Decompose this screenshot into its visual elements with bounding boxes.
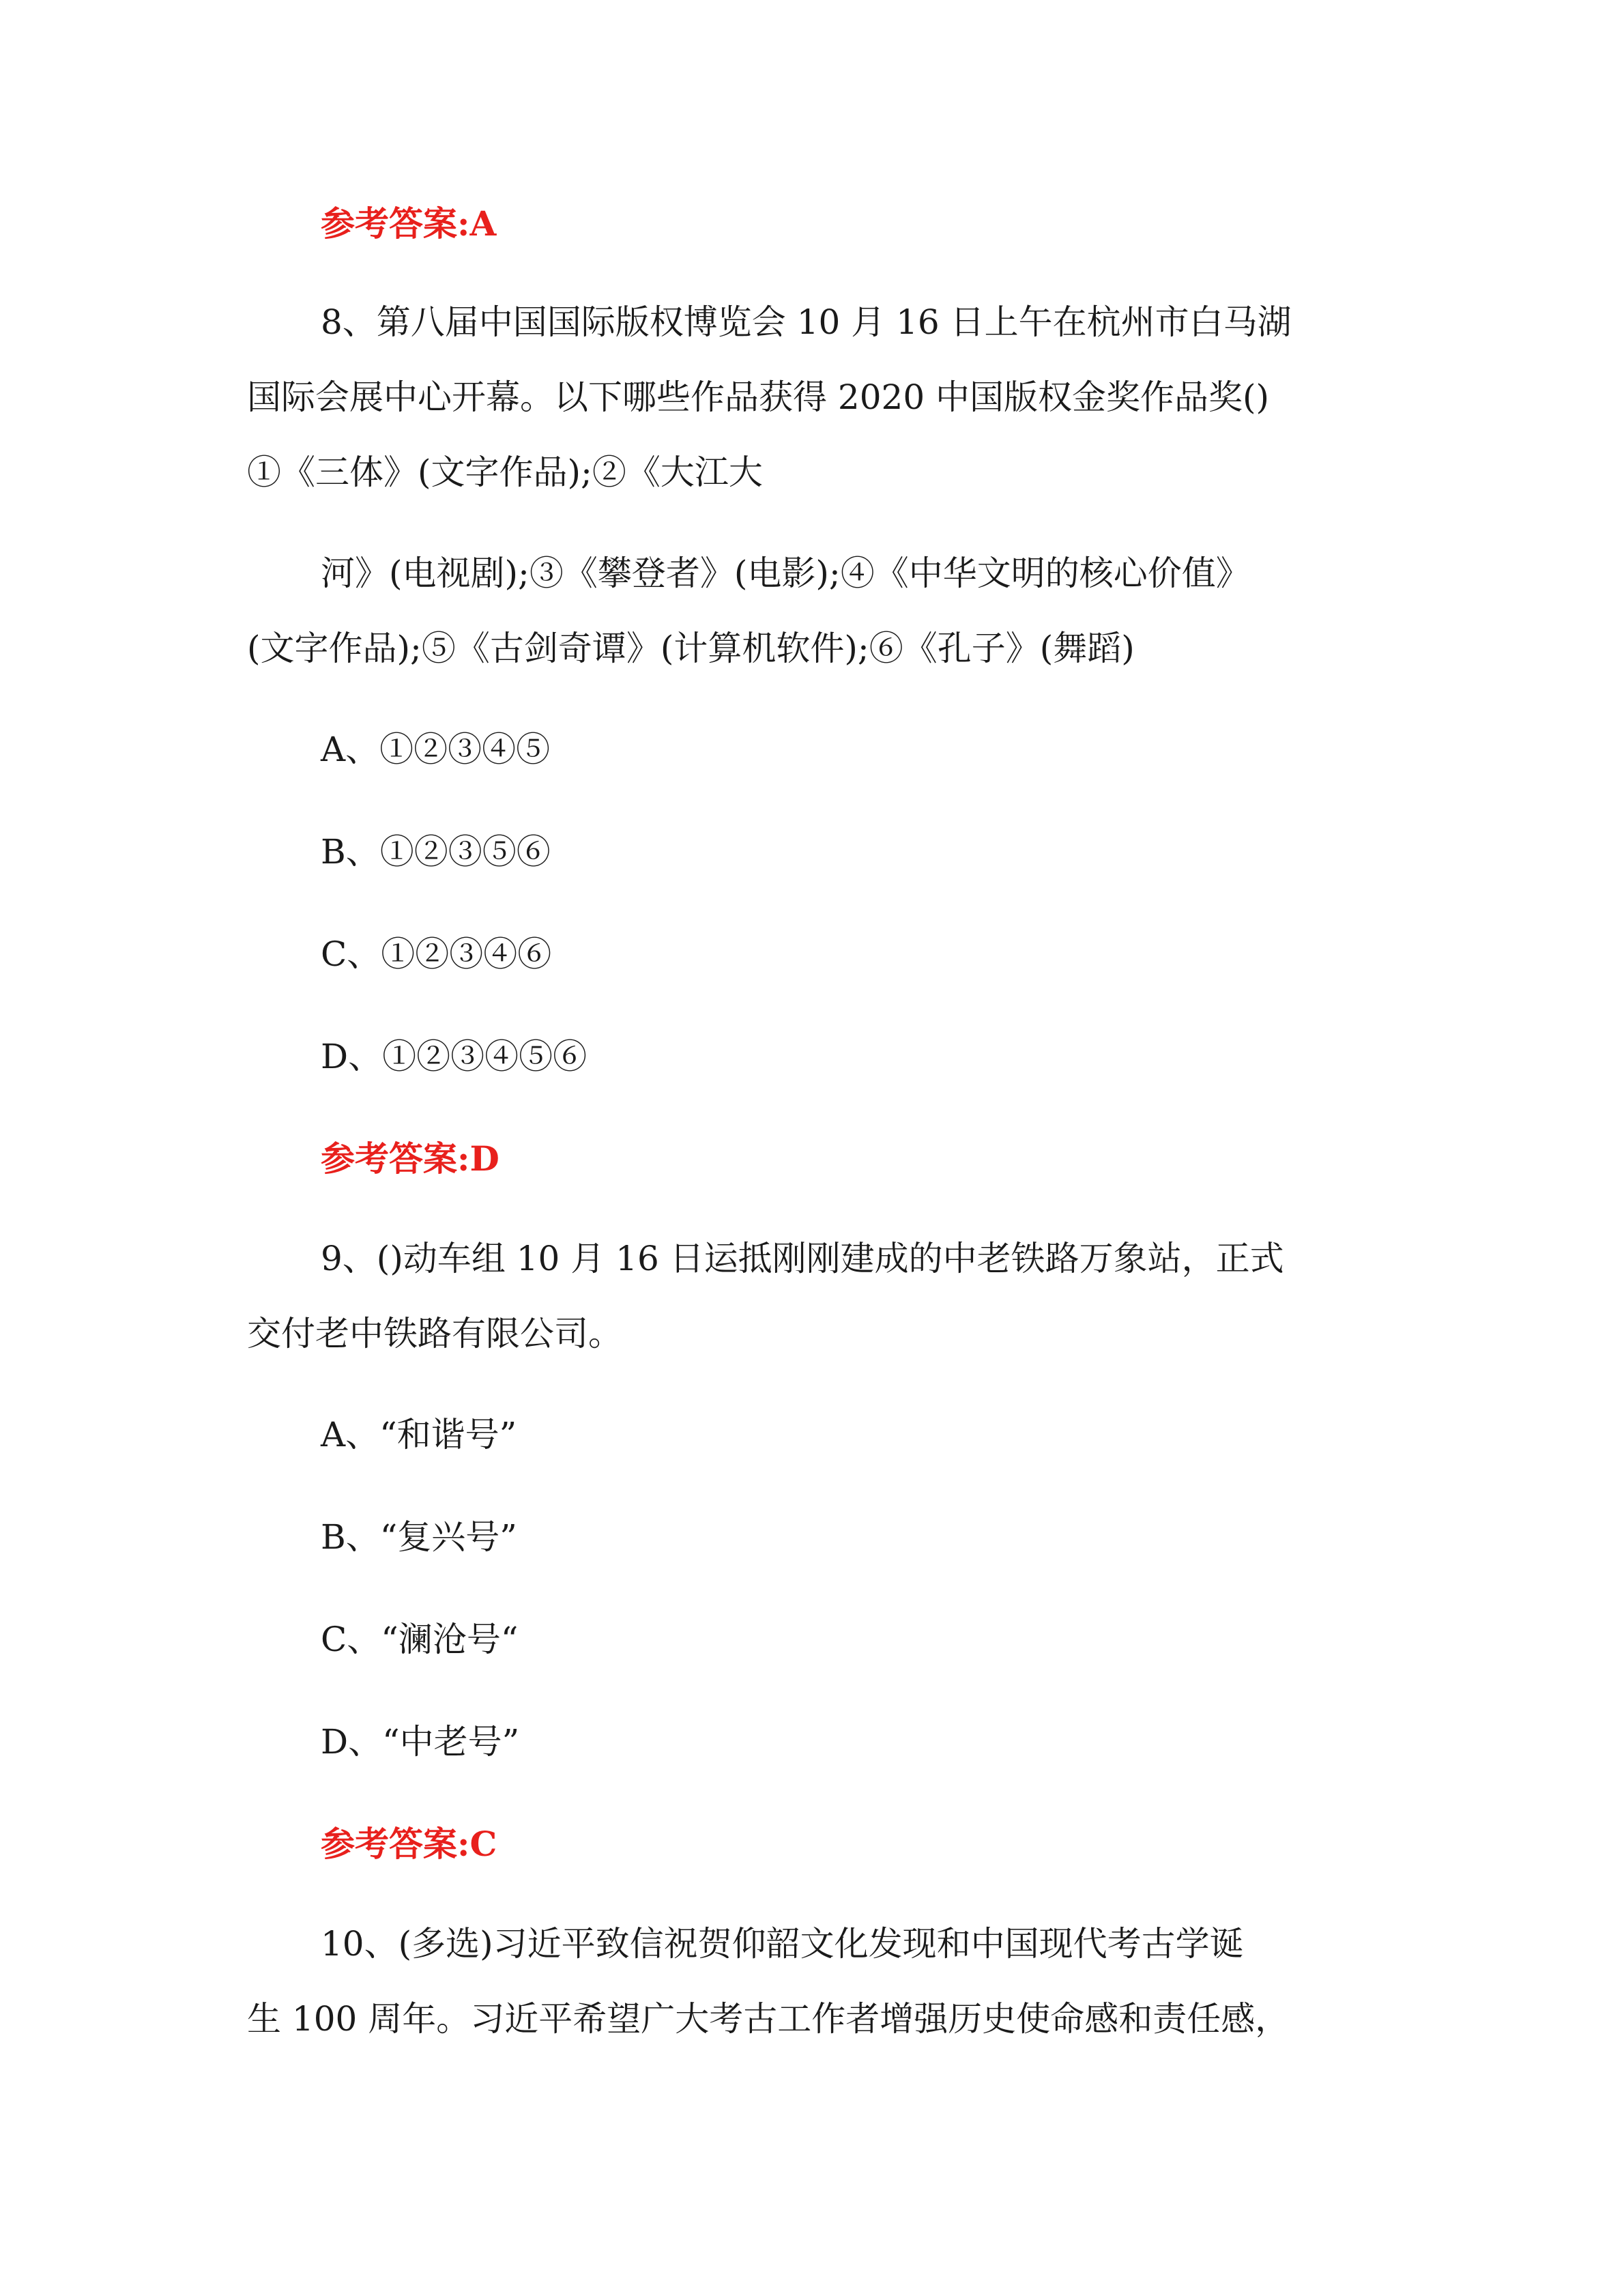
question-9-option-b: B、“复兴号” <box>321 1517 517 1557</box>
question-8-line-2: 国际会展中心开幕。以下哪些作品获得 2020 中国版权金奖作品奖() <box>247 377 1270 417</box>
question-8-option-a: A、①②③④⑤ <box>321 730 551 769</box>
question-9-option-a: A、“和谐号” <box>321 1415 517 1454</box>
question-9-option-c: C、“澜沧号“ <box>321 1620 519 1659</box>
answer-key-a: 参考答案:A <box>321 203 497 244</box>
question-8-line-1: 8、第八届中国国际版权博览会 10 月 16 日上午在杭州市白马湖 <box>321 302 1292 342</box>
answer-key-d: 参考答案:D <box>321 1138 499 1179</box>
question-10-line-2: 生 100 周年。习近平希望广大考古工作者增强历史使命感和责任感， <box>247 1999 1290 2039</box>
question-10-line-1: 10、(多选)习近平致信祝贺仰韶文化发现和中国现代考古学诞 <box>321 1924 1244 1964</box>
question-9-option-d: D、“中老号” <box>321 1722 520 1762</box>
question-8-option-d: D、①②③④⑤⑥ <box>321 1037 588 1076</box>
question-8-line-4: 河》(电视剧);③《攀登者》(电影);④《中华文明的核心价值》 <box>321 554 1250 593</box>
answer-key-c: 参考答案:C <box>321 1824 497 1864</box>
question-9-line-2: 交付老中铁路有限公司。 <box>247 1314 622 1353</box>
question-8-line-3: ①《三体》(文字作品);②《大江大 <box>247 453 763 492</box>
question-8-option-c: C、①②③④⑥ <box>321 934 552 974</box>
question-8-line-5: (文字作品);⑤《古剑奇谭》(计算机软件);⑥《孔子》(舞蹈) <box>247 629 1135 668</box>
question-8-option-b: B、①②③⑤⑥ <box>321 832 551 872</box>
question-9-line-1: 9、()动车组 10 月 16 日运抵刚刚建成的中老铁路万象站，正式 <box>321 1239 1284 1278</box>
